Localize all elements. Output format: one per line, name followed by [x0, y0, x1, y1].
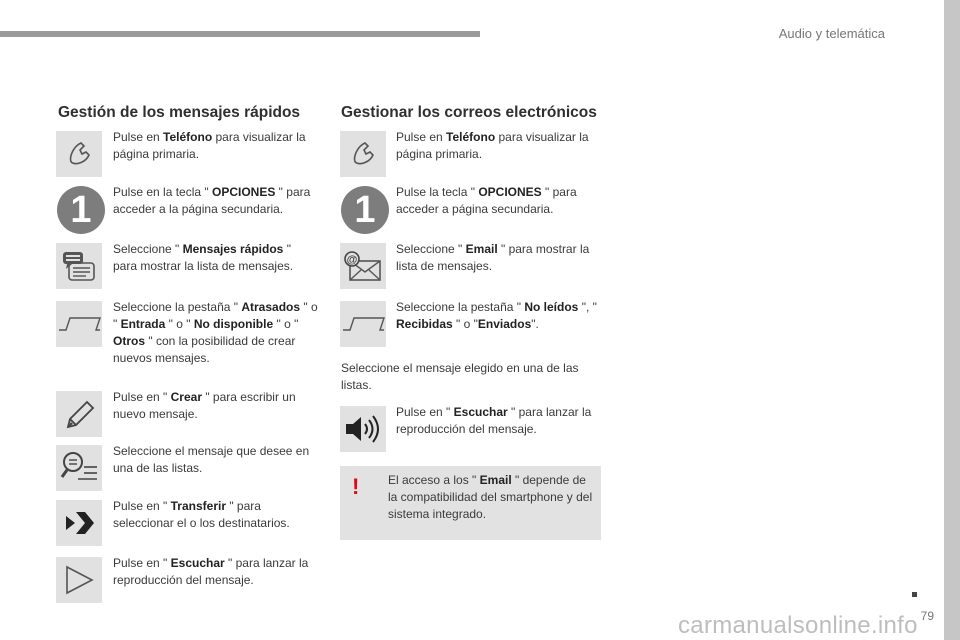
text-segment: Pulse en ": [113, 499, 171, 513]
left-step-8-text: [113, 555, 318, 589]
text-segment: " con la posibilidad de crear nuevos mensajes.: [113, 334, 296, 365]
text-segment: " depende de la compatibilidad del smartphone y del sistema integrado.: [388, 473, 593, 521]
text-segment: Pulse la tecla ": [396, 185, 479, 199]
search-list-icon: [56, 445, 102, 491]
text-segment: Pulse en ": [396, 405, 454, 419]
bold-term: Crear: [170, 390, 202, 404]
text-segment: para visualizar la página primaria.: [113, 130, 306, 161]
right-section-title: Gestionar los correos electrónicos: [341, 104, 597, 121]
bold-term: OPCIONES: [211, 185, 276, 199]
text-segment: para visualizar la página primaria.: [396, 130, 589, 161]
text-segment: " o ": [273, 317, 299, 331]
bold-term: Enviados: [477, 317, 532, 331]
header-title: Audio y telemática: [778, 26, 885, 41]
phone-icon: [56, 131, 102, 177]
step-number-badge: 1: [341, 186, 389, 234]
page-number: 79: [920, 609, 934, 623]
text-segment: Seleccione ": [396, 242, 466, 256]
text-segment: " para seleccionar el o los destinatarios.: [113, 499, 290, 530]
left-step-5-text: [113, 389, 318, 423]
email-icon: [340, 243, 386, 289]
header-bar: [0, 31, 480, 37]
text-segment: " para escribir un nuevo mensaje.: [113, 390, 296, 421]
text-segment: ".: [531, 317, 539, 331]
left-step-3-text: [113, 241, 318, 275]
text-segment: ", ": [578, 300, 597, 314]
phone-icon: [340, 131, 386, 177]
bold-term: Email: [465, 242, 498, 256]
text-segment: " o ": [113, 300, 318, 331]
text-segment: " para mostrar la lista de mensajes.: [396, 242, 590, 273]
bold-term: Entrada: [120, 317, 166, 331]
left-step-6-text: [113, 443, 318, 477]
warning-icon: !: [352, 474, 360, 499]
page-edge-strip: [944, 0, 960, 640]
text-segment: " o ": [452, 317, 478, 331]
right-step-4-text: [396, 299, 601, 333]
text-segment: " para acceder a la página secundaria.: [113, 185, 311, 216]
bold-term: Teléfono: [446, 130, 496, 144]
text-segment: " para mostrar la lista de mensajes.: [113, 242, 294, 273]
text-segment: Seleccione el mensaje que desee en una de las listas.: [113, 444, 310, 475]
left-step-7-text: [113, 498, 318, 532]
text-segment: Pulse en ": [113, 556, 171, 570]
text-segment: Seleccione la pestaña ": [113, 300, 242, 314]
text-segment: Seleccione ": [113, 242, 183, 256]
bold-term: Mensajes rápidos: [182, 242, 284, 256]
svg-text:@: @: [346, 254, 358, 266]
right-select-text: Seleccione el mensaje elegido en una de las listas.: [341, 361, 579, 392]
bold-term: Escuchar: [170, 556, 225, 570]
transfer-icon: [56, 500, 102, 546]
text-segment: " para lanzar la reproducción del mensaje.: [113, 556, 309, 587]
page-marker: [912, 592, 917, 597]
quick-messages-icon: [56, 243, 102, 289]
bold-term: Email: [479, 473, 512, 487]
bold-term: Otros: [113, 334, 146, 348]
bold-term: OPCIONES: [478, 185, 542, 199]
bold-term: Recibidas: [396, 317, 453, 331]
bold-term: Teléfono: [163, 130, 213, 144]
text-segment: " para acceder a página secundaria.: [396, 185, 577, 216]
speaker-icon: [340, 406, 386, 452]
left-step-1-text: [113, 129, 318, 163]
text-segment: " o ": [165, 317, 194, 331]
text-segment: Seleccione la pestaña ": [396, 300, 525, 314]
bold-term: No disponible: [193, 317, 274, 331]
right-step-3-text: [396, 241, 601, 275]
step-number-badge: 1: [57, 186, 105, 234]
notice-box: [340, 466, 601, 540]
notice-text: [388, 472, 593, 523]
text-segment: Pulse en la tecla ": [113, 185, 212, 199]
bold-term: Transferir: [170, 499, 226, 513]
text-segment: Pulse en ": [113, 390, 171, 404]
text-segment: El acceso a los ": [388, 473, 480, 487]
watermark: carmanualsonline.info: [678, 612, 918, 639]
right-step-2-text: [396, 184, 601, 218]
left-section-title: Gestión de los mensajes rápidos: [58, 104, 301, 121]
bold-term: Escuchar: [453, 405, 508, 419]
bold-term: No leídos: [524, 300, 579, 314]
text-segment: Pulse en: [113, 130, 164, 144]
tab-icon: [56, 301, 102, 347]
tab-icon: [340, 301, 386, 347]
left-step-4-text: [113, 299, 318, 367]
pencil-icon: [56, 391, 102, 437]
right-step-1-text: [396, 129, 601, 163]
play-icon: [56, 557, 102, 603]
bold-term: Atrasados: [241, 300, 301, 314]
text-segment: " para lanzar la reproducción del mensaje.: [396, 405, 592, 436]
left-step-2-text: [113, 184, 318, 218]
text-segment: Pulse en: [396, 130, 447, 144]
right-listen-text: [396, 404, 601, 438]
